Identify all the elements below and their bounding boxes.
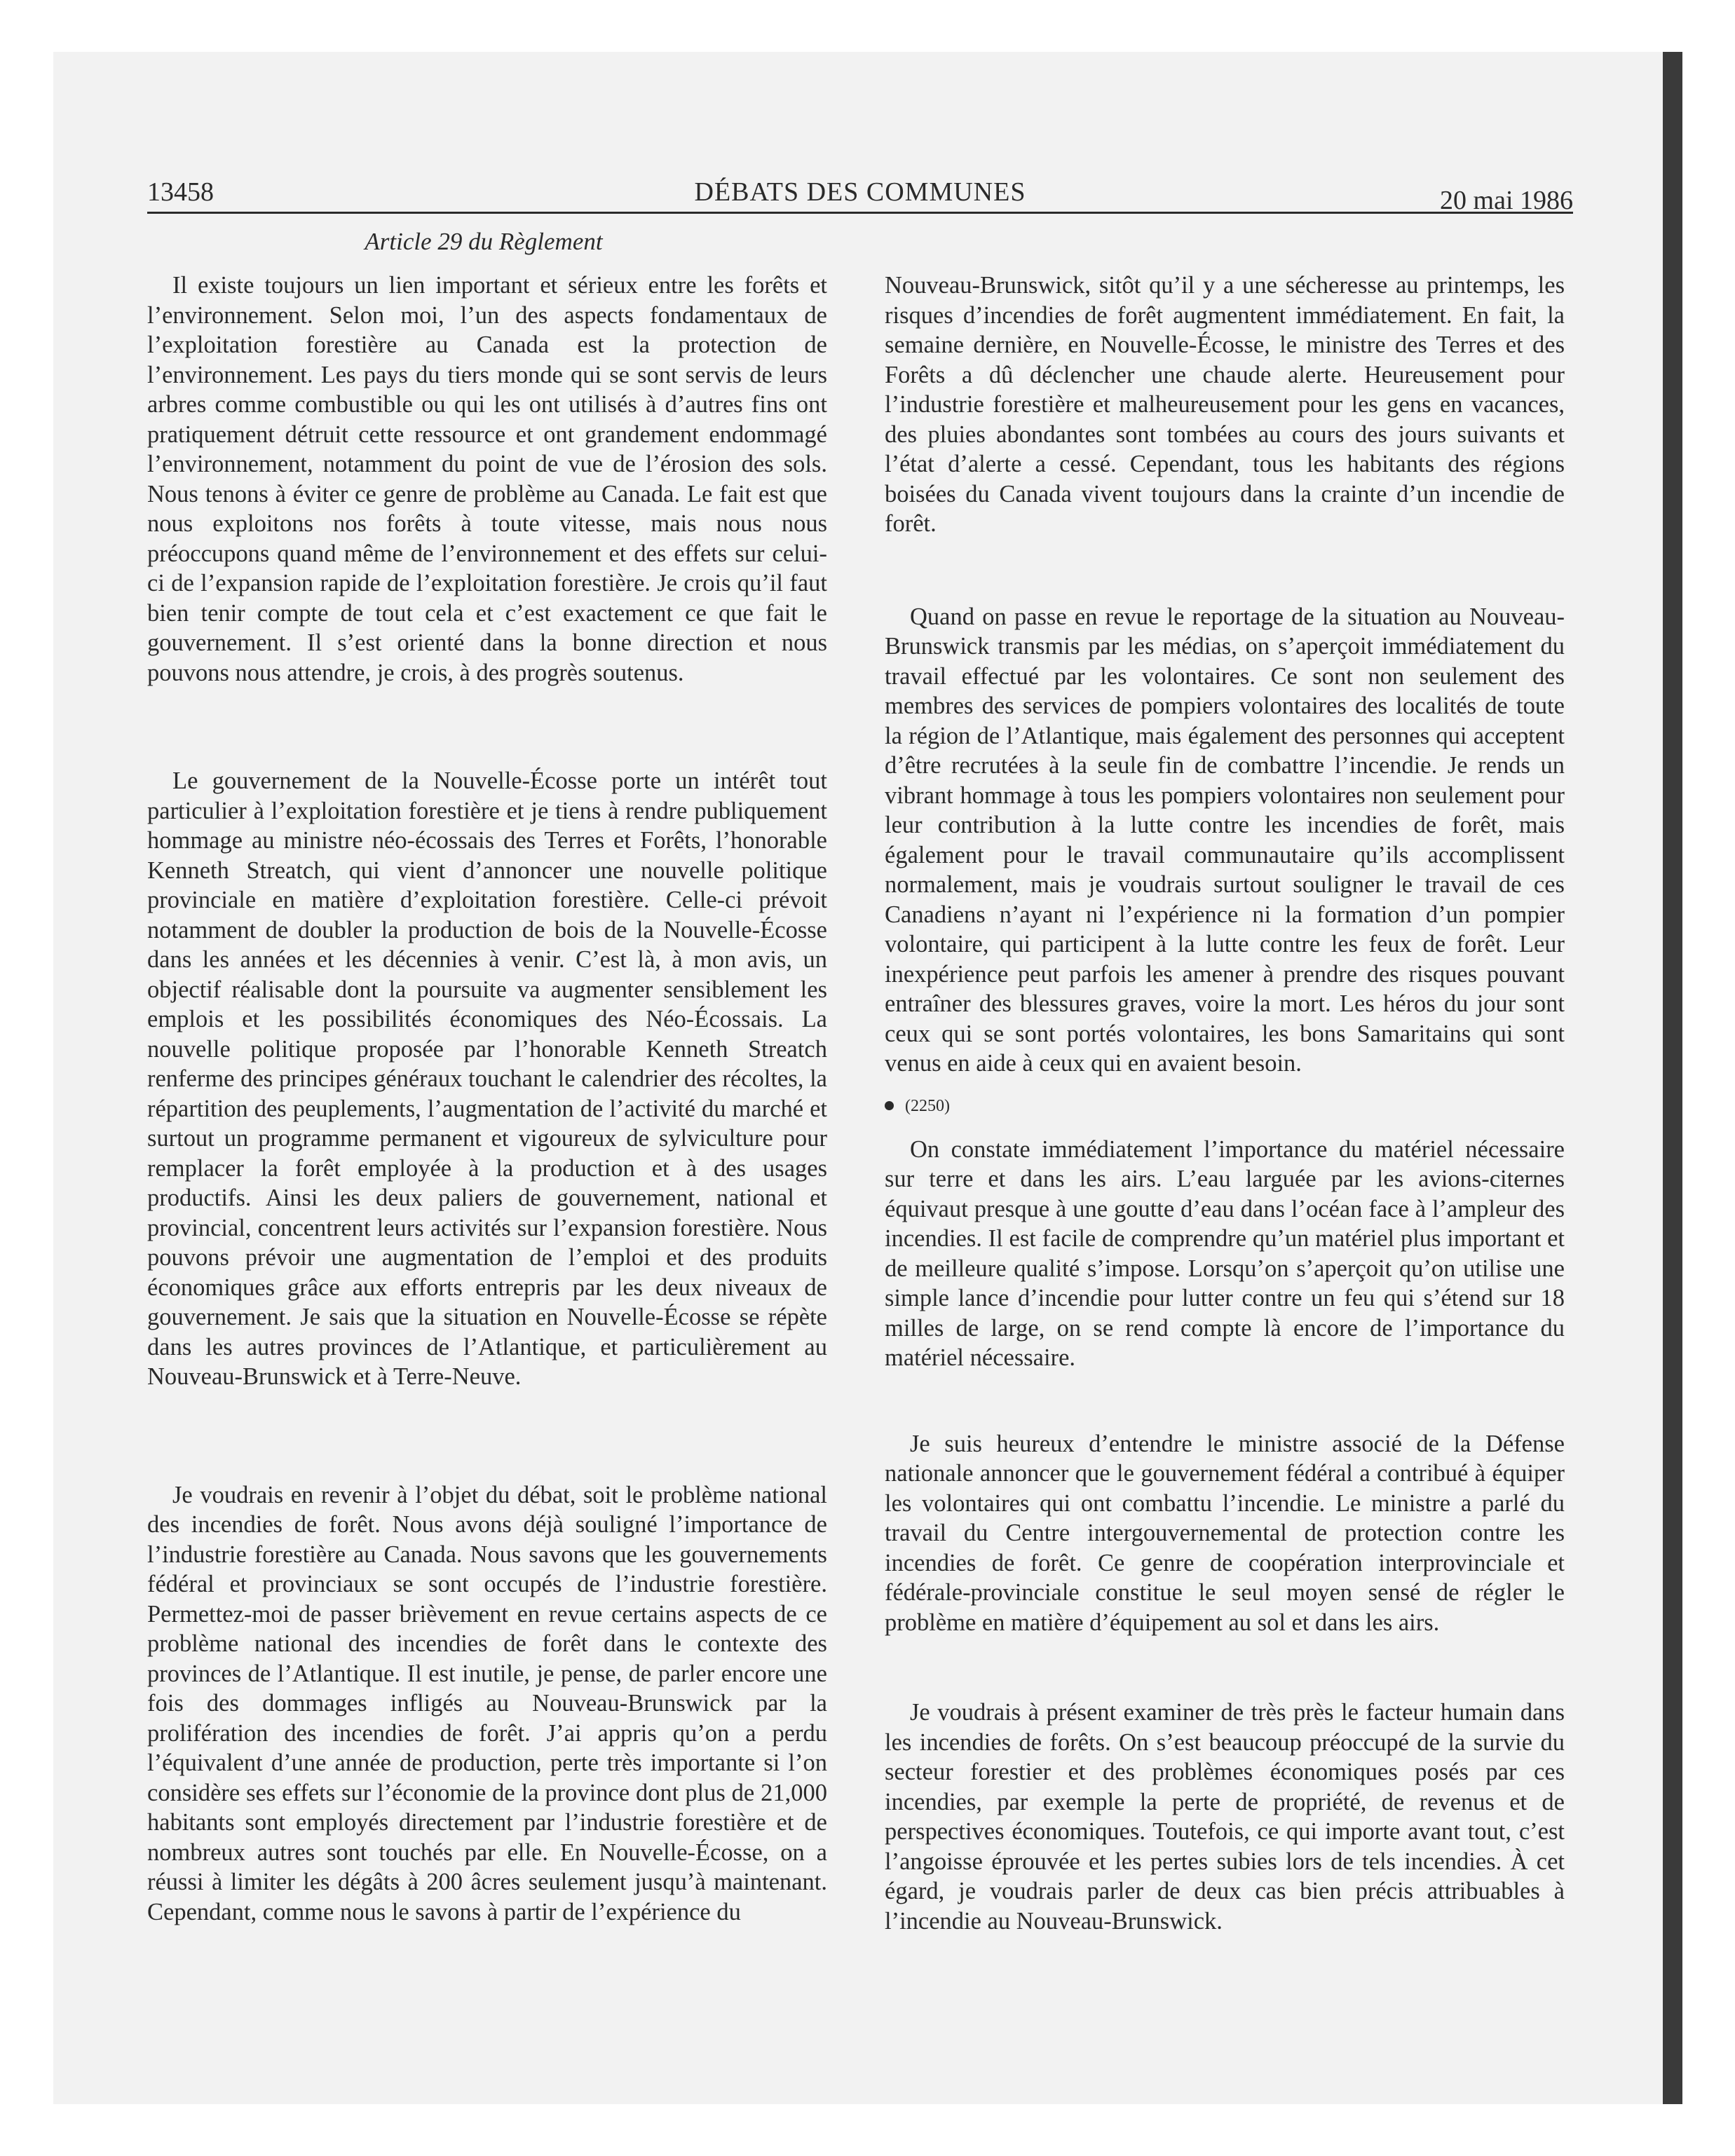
paragraph: On constate immédiatement l’importance du matériel nécessaire sur terre et dans les airs. L’eau larguée par les avions-citernes équivaut presque à une goutte d’eau dans l’océan face à l’ampleur des incendies. Il est facile de comprendre qu’un matériel plus important et de meilleure qualité s’impose. Lorsqu’on s’aperçoit qu’on utilise une simple lance d’incendie pour lutter contre un feu qui s’étend sur 18 milles de large, on se rend compte là encore de l’importance du matériel nécessaire. [885,1135,1565,1371]
time-marker [885,1096,1565,1117]
paragraph: Je voudrais en revenir à l’objet du débat, soit le problème national des incendies de forêt. Nous avons déjà souligné l’importance de l’industrie forestière au Canada. Nous savons que les gouvernements fédéral et provinciaux se sont occupés de l’industrie forestière. Permettez-moi de passer brièvement en revue certains aspects de ce problème national des incendies de forêt dans le contexte des provinces de l’Atlantique. Il est inutile, je pense, de parler encore une fois des dommages infligés au Nouveau-Brunswick par la prolifération des incendies de forêt. J’ai appris qu’on a perdu l’équivalent d’une année de production, perte très importante si l’on considère ses effets sur l’économie de la province dont plus de 21,000 habitants sont employés directement par l’industrie forestière et de nombreux autres sont touchés par elle. En Nouvelle-Écosse, on a réussi à limiter les dégâts à 200 âcres seulement jusqu’à maintenant. Cependant, comme nous le savons à partir de l’expérience du [147,1481,827,1925]
left-column [147,271,827,1927]
paragraph-gap [147,688,827,766]
right-column [885,271,1565,1936]
page-number: 13458 [147,177,214,207]
scan-edge-strip [1663,52,1682,2104]
paragraph-gap [885,539,1565,602]
paragraph: Quand on passe en revue le reportage de la situation au Nouveau-Brunswick transmis par les médias, on s’aperçoit immédiatement du travail effectué par les volontaires. Ce sont non seulement des membres des services de pompiers volontaires des localités de toute la région de l’Atlantique, mais également des personnes qui acceptent d’être recrutées à la seule fin de combattre l’incendie. Je rends un vibrant hommage à tous les pompiers volontaires non seulement pour leur contribution à la lutte contre les incendies de forêt, mais également pour le travail communautaire qu’ils accomplissent normalement, mais je voudrais surtout souligner le travail de ces Canadiens n’ayant ni l’expérience ni la formation d’un pompier volontaire, qui participent à la lutte contre les feux de forêt. Leur inexpérience peut parfois les amener à prendre des risques pouvant entraîner des blessures graves, voire la mort. Les héros du jour sont ceux qui se sont portés volontaires, les bons Samaritains qui sont venus en aide à ceux qui en avaient besoin. [885,603,1565,1077]
bullet-dot-icon [885,1101,894,1110]
section-title: Article 29 du Règlement [365,228,603,255]
paragraph-gap [147,1392,827,1480]
paragraph-gap [885,1373,1565,1429]
paragraph: Nouveau-Brunswick, sitôt qu’il y a une sécheresse au printemps, les risques d’incendies de forêt augmentent immédiatement. En fait, la semaine dernière, en Nouvelle-Écosse, le ministre des Terres et des Forêts a dû déclencher une chaude alerte. Heureusement pour l’industrie forestière et malheureusement pour les gens en vacances, des pluies abondantes sont tombées au cours des jours suivants et l’état d’alerte a cessé. Cependant, tous les habitants des régions boisées du Canada vivent toujours dans la crainte d’un incendie de forêt. [885,272,1565,537]
journal-title: DÉBATS DES COMMUNES [694,177,1026,207]
paragraph-gap [885,1637,1565,1698]
paragraph: Je voudrais à présent examiner de très près le facteur humain dans les incendies de forêts. On s’est beaucoup préoccupé de la survie du secteur forestier et des problèmes économiques posés par ces incendies, par exemple la perte de propriété, de revenus et de perspectives économiques. Toutefois, ce qui importe avant tout, c’est l’angoisse éprouvée et les pertes subies lors de tels incendies. À cet égard, je voudrais parler de deux cas bien précis attribuables à l’incendie au Nouveau-Brunswick. [885,1699,1565,1935]
page-date: 20 mai 1986 [1440,186,1573,215]
paragraph: Je suis heureux d’entendre le ministre associé de la Défense nationale annoncer que le gouvernement fédéral a contribué à équiper les volontaires qui ont combattu l’incendie. Le ministre a parlé du travail du Centre intergouvernemental de protection contre les incendies de forêt. Ce genre de coopération interprovinciale et fédérale-provinciale constitue le seul moyen sensé de régler le problème en matière d’équipement au sol et dans les airs. [885,1430,1565,1636]
paragraph: Il existe toujours un lien important et sérieux entre les forêts et l’environnement. Selon moi, l’un des aspects fondamentaux de l’exploitation forestière au Canada est la protection de l’environnement. Les pays du tiers monde qui se sont servis de leurs arbres comme combustible ou qui les ont utilisés à d’autres fins ont pratiquement détruit cette ressource et ont grandement endommagé l’environnement, notamment du point de vue de l’érosion des sols. Nous tenons à éviter ce genre de problème au Canada. Le fait est que nous exploitons nos forêts à toute vitesse, mais nous nous préoccupons quand même de l’environnement et des effets sur celui-ci de l’expansion rapide de l’exploitation forestière. Je crois qu’il faut bien tenir compte de tout cela et c’est exactement ce que fait le gouvernement. Il s’est orienté dans la bonne direction et nous pouvons nous attendre, je crois, à des progrès soutenus. [147,272,827,686]
page-header [147,177,1573,214]
time-marker-label: (2250) [905,1096,950,1115]
paragraph: Le gouvernement de la Nouvelle-Écosse porte un intérêt tout particulier à l’exploitation forestière et je tiens à rendre publiquement hommage au ministre néo-écossais des Terres et Forêts, l’honorable Kenneth Streatch, qui vient d’annoncer une nouvelle politique provinciale en matière d’exploitation forestière. Celle-ci prévoit notamment de doubler la production de bois de la Nouvelle-Écosse dans les années et les décennies à venir. C’est là, à mon avis, un objectif réalisable dont la poursuite va augmenter sensiblement les emplois et les possibilités économiques des Néo-Écossais. La nouvelle politique proposée par l’honorable Kenneth Streatch renferme des principes généraux touchant le calendrier des récoltes, la répartition des peuplements, l’augmentation de l’activité du marché et surtout un programme permanent et vigoureux de sylviculture pour remplacer la forêt employée à la production et à des usages productifs. Ainsi les deux paliers de gouvernement, national et provincial, concentrent leurs activités sur l’expansion forestière. Nous pouvons prévoir une augmentation de l’emploi et des produits économiques grâce aux efforts entrepris par les deux niveaux de gouvernement. Je sais que la situation en Nouvelle-Écosse se répète dans les autres provinces de l’Atlantique, et particulièrement au Nouveau-Brunswick et à Terre-Neuve. [147,767,827,1390]
